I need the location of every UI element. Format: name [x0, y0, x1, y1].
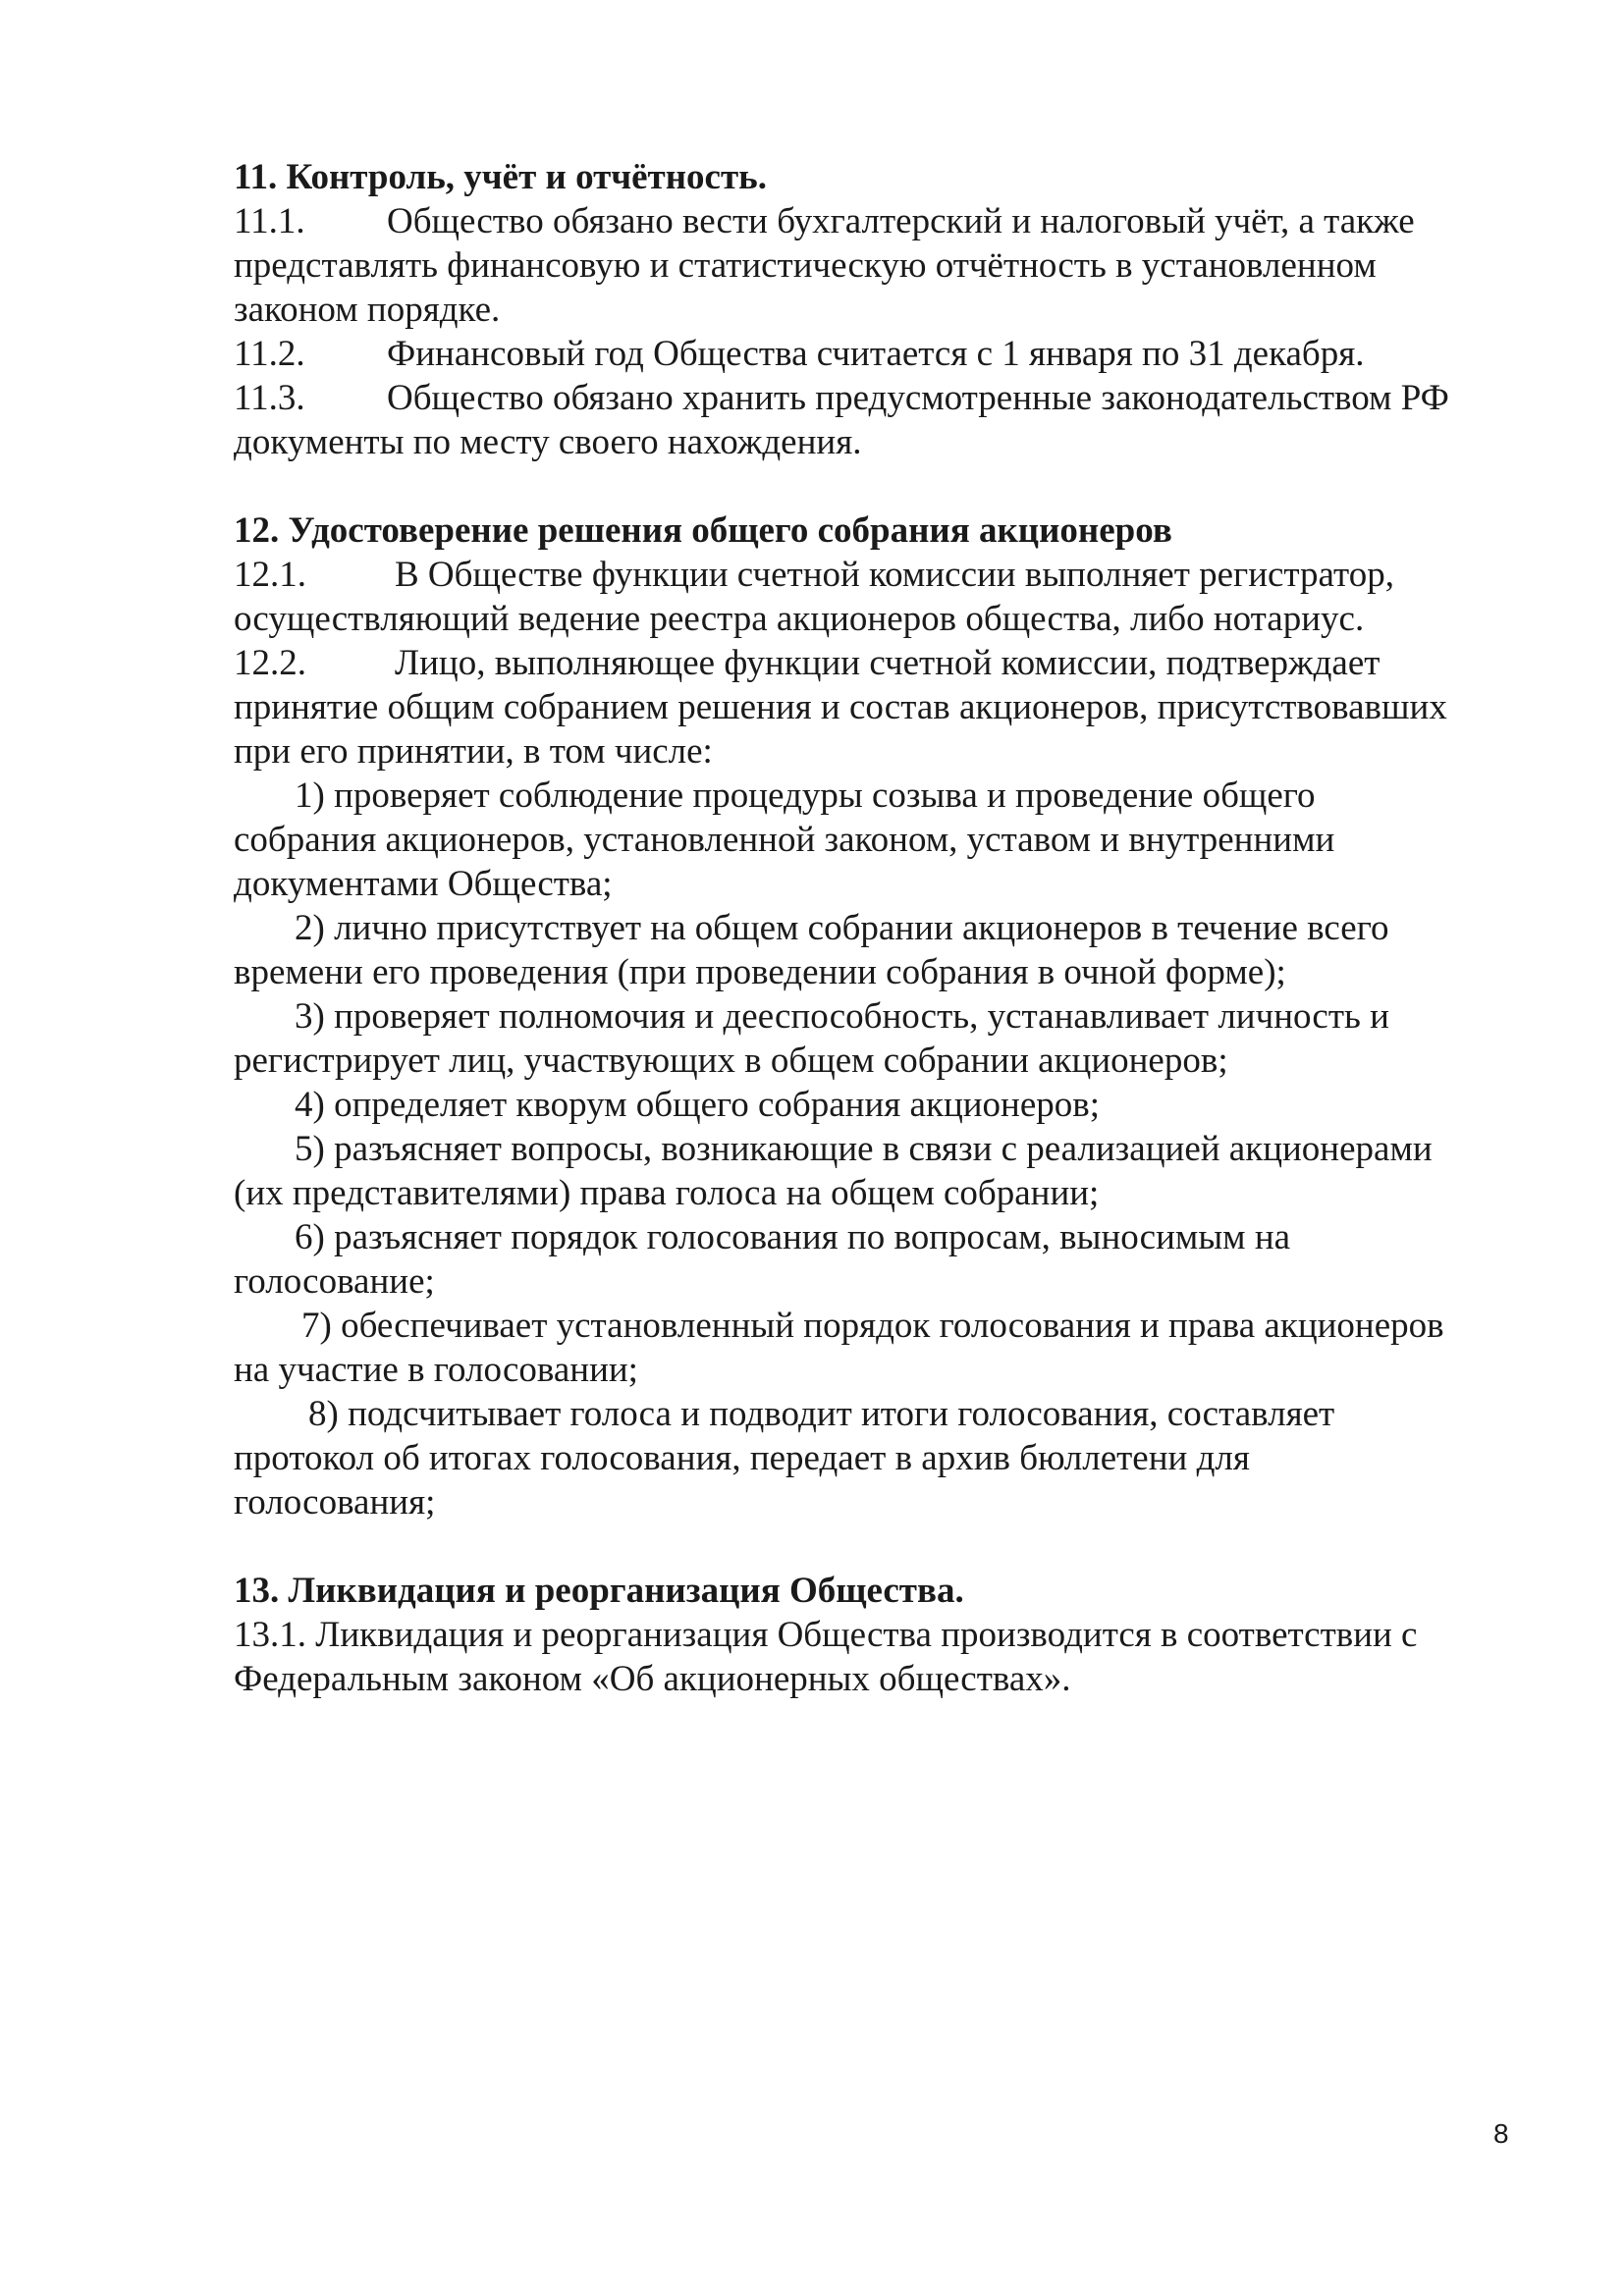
list-item-6-line: голосование; [234, 1261, 435, 1302]
document-body [234, 155, 1540, 1701]
section-13-heading: 13. Ликвидация и реорганизация Общества. [234, 1571, 964, 1611]
paragraph-text: Общество обязано хранить предусмотренные законодательством РФ [387, 378, 1449, 418]
paragraph-12-2-line [234, 641, 1540, 685]
paragraph-13-1-line: 13.1. Ликвидация и реорганизация Общества производится в соответствии с [234, 1615, 1418, 1655]
paragraph-text: В Обществе функции счетной комиссии выполняет регистратор, [395, 555, 1394, 595]
paragraph-12-2-line: при его принятии, в том числе: [234, 731, 713, 772]
list-item-2-line: времени его проведения (при проведении собрания в очной форме); [234, 952, 1286, 992]
paragraph-12-2-line: принятие общим собранием решения и состав акционеров, присутствовавших [234, 687, 1447, 727]
list-item-2-line: 2) лично присутствует на общем собрании акционеров в течение всего [295, 908, 1389, 948]
paragraph-number: 12.2. [234, 643, 306, 683]
list-item-8-line: голосования; [234, 1482, 436, 1522]
list-item-5-line: (их представителями) права голоса на общем собрании; [234, 1173, 1100, 1213]
list-item-8-line: 8) подсчитывает голоса и подводит итоги голосования, составляет [308, 1394, 1335, 1434]
paragraph-12-1-line: осуществляющий ведение реестра акционеров общества, либо нотариус. [234, 599, 1365, 639]
paragraph-number: 12.1. [234, 555, 306, 595]
paragraph-number: 11.1. [234, 201, 305, 241]
paragraph-11-1-line [234, 199, 1540, 243]
paragraph-text: Лицо, выполняющее функции счетной комиссии, подтверждает [395, 643, 1380, 683]
list-item-1-line: собрания акционеров, установленной законом, уставом и внутренними [234, 820, 1335, 860]
section-12-heading: 12. Удостоверение решения общего собрания акционеров [234, 510, 1172, 551]
list-item-5-line: 5) разъясняет вопросы, возникающие в связи с реализацией акционерами [295, 1129, 1433, 1169]
list-item-7-line: на участие в голосовании; [234, 1350, 638, 1390]
section-spacer [234, 1524, 1540, 1569]
section-11-heading: 11. Контроль, учёт и отчётность. [234, 157, 767, 197]
list-item-1-line: 1) проверяет соблюдение процедуры созыва и проведение общего [295, 775, 1316, 816]
paragraph-12-1-line [234, 553, 1540, 597]
paragraph-11-1-line: законом порядке. [234, 290, 501, 330]
section-spacer [234, 464, 1540, 508]
paragraph-text: Общество обязано вести бухгалтерский и налоговый учёт, а также [387, 201, 1415, 241]
paragraph-13-1-line: Федеральным законом «Об акционерных обществах». [234, 1659, 1071, 1699]
paragraph-11-3-line: документы по месту своего нахождения. [234, 422, 862, 462]
page-number: 8 [1493, 2118, 1509, 2149]
paragraph-text: Финансовый год Общества считается с 1 января по 31 декабря. [387, 334, 1365, 374]
paragraph-number: 11.2. [234, 334, 305, 374]
list-item-1-line: документами Общества; [234, 864, 613, 904]
list-item-8-line: протокол об итогах голосования, передает в архив бюллетени для [234, 1438, 1250, 1478]
list-item-3-line: 3) проверяет полномочия и дееспособность, устанавливает личность и [295, 996, 1389, 1037]
list-item-6-line: 6) разъясняет порядок голосования по вопросам, выносимым на [295, 1217, 1291, 1257]
paragraph-11-3-line [234, 376, 1540, 420]
paragraph-11-2-line [234, 332, 1540, 376]
list-item-7-line: 7) обеспечивает установленный порядок голосования и права акционеров [301, 1306, 1444, 1346]
paragraph-11-1-line: представлять финансовую и статистическую отчётность в установленном [234, 245, 1377, 286]
list-item-4-line: 4) определяет кворум общего собрания акционеров; [295, 1085, 1101, 1125]
list-item-3-line: регистрирует лиц, участвующих в общем собрании акционеров; [234, 1041, 1228, 1081]
paragraph-number: 11.3. [234, 378, 305, 418]
